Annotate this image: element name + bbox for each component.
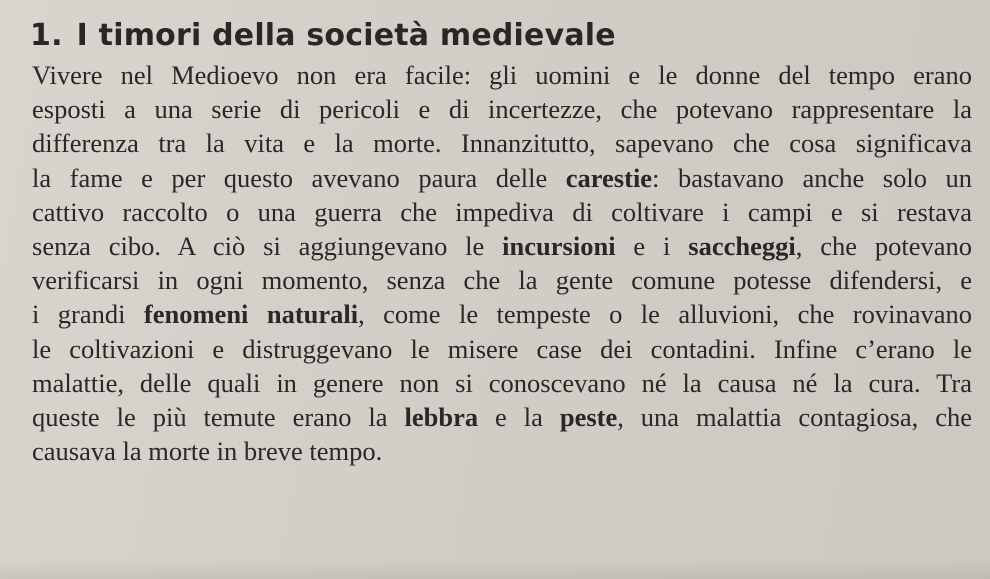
text-segment: le coltivazioni e distruggevano le misere case dei contadini. Infine c’erano le — [32, 333, 972, 364]
page-shadow — [0, 559, 990, 579]
text-segment: e i — [615, 231, 689, 262]
section-heading — [30, 18, 616, 53]
section-number: 1. — [30, 18, 63, 53]
bold-term: saccheggi — [688, 231, 796, 262]
text-segment: , che potevano — [795, 231, 972, 262]
text-segment: esposti a una serie di pericoli e di incertezze, che potevano rappresentare la — [32, 94, 972, 125]
text-line — [32, 366, 972, 400]
text-segment: Vivere nel Medioevo non era facile: gli uomini e le donne del tempo erano — [32, 60, 972, 90]
text-line — [32, 195, 972, 229]
text-segment: causava la morte in breve tempo. — [32, 436, 383, 467]
body-paragraph — [32, 58, 972, 468]
bold-term: peste — [559, 402, 618, 433]
text-segment: malattie — [32, 367, 118, 398]
text-segment: , una malattia contagiosa, che — [617, 402, 972, 433]
bold-term: fenomeni naturali — [143, 299, 359, 330]
section-title: I timori della società medievale — [76, 18, 616, 53]
text-line — [32, 161, 972, 195]
text-line — [32, 263, 972, 297]
text-line — [32, 126, 972, 160]
text-segment: differenza tra la vita e la morte. Innanzitutto, sapevano che cosa significava — [32, 128, 972, 159]
text-segment: senza cibo. A ciò si aggiungevano le — [32, 231, 503, 262]
text-line — [32, 297, 972, 331]
text-line — [32, 400, 972, 434]
bold-term: incursioni — [502, 231, 616, 262]
text-segment: cattivo raccolto o una guerra che impediva di coltivare i campi e si restava — [32, 196, 972, 227]
text-segment: : bastavano anche solo un — [652, 162, 972, 193]
text-segment: , come le tempeste o le alluvioni, che rovinavano — [358, 299, 972, 330]
text-segment: queste le più temute erano la — [32, 402, 405, 433]
text-line — [32, 92, 972, 126]
text-segment: i grandi — [32, 299, 144, 330]
text-segment: , delle quali in genere non si conoscevano né la causa né la cura. Tra — [117, 367, 972, 398]
text-segment: verificarsi in ogni momento, senza che la gente comune potesse difendersi, e — [32, 265, 972, 296]
bold-term: lebbra — [404, 402, 479, 433]
bold-term: carestie — [565, 162, 653, 193]
text-line — [32, 229, 972, 263]
text-line — [32, 58, 972, 92]
text-line — [32, 332, 972, 366]
text-segment: e la — [478, 402, 560, 433]
text-line — [32, 434, 972, 468]
text-segment: la fame e per questo avevano paura delle — [32, 162, 566, 193]
